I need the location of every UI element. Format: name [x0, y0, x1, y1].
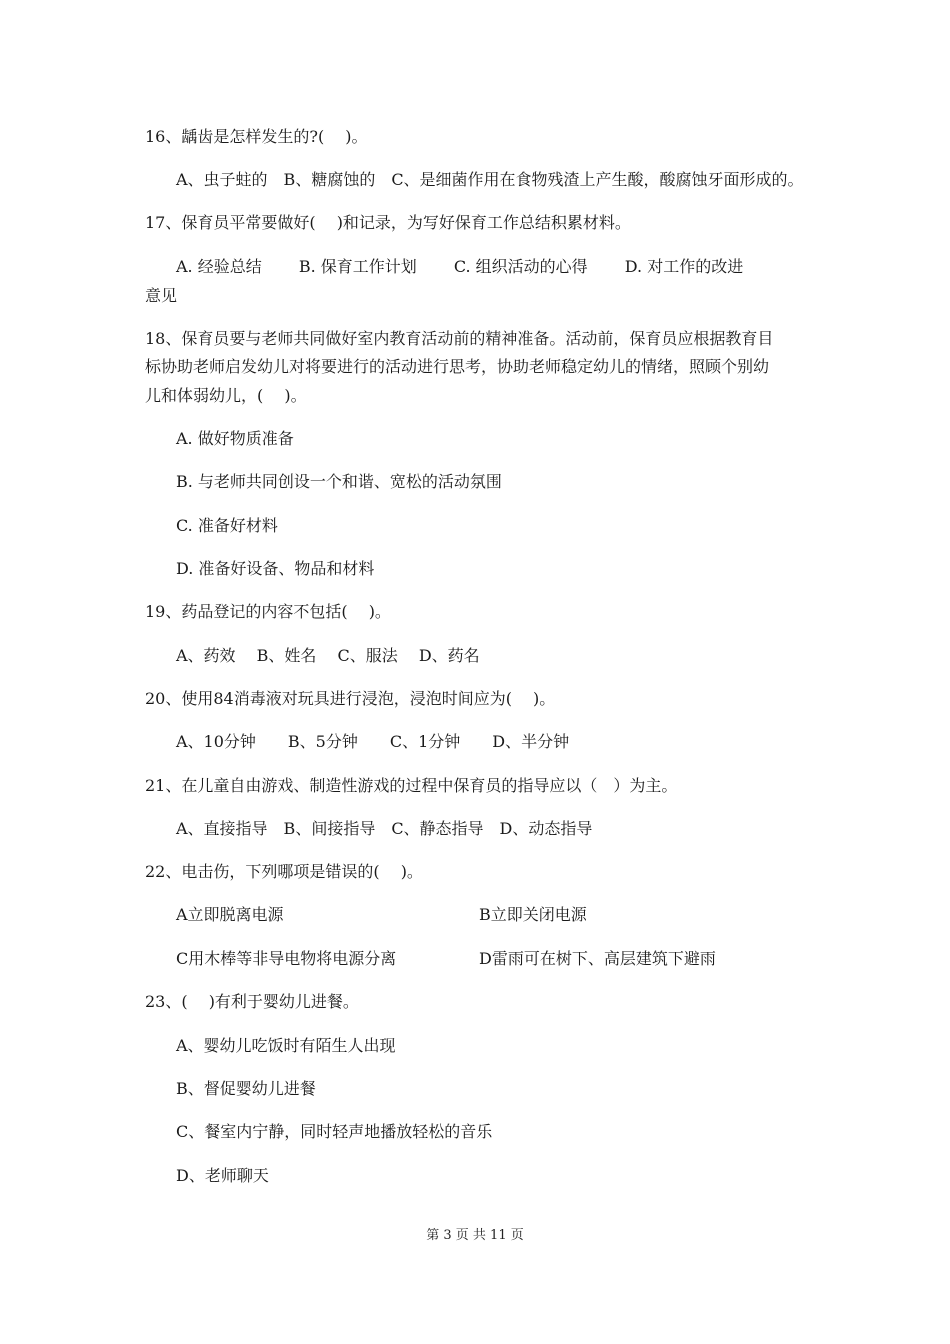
question-23-option-d: D、老师聊天 — [176, 1166, 269, 1185]
question-16-options: A、虫子蛀的 B、糖腐蚀的 C、是细菌作用在食物残渣上产生酸，酸腐蚀牙面形成的。 — [176, 170, 804, 189]
question-17-options-line2: 意见 — [145, 286, 178, 305]
question-22-option-c: C用木棒等非导电物将电源分离 — [176, 949, 397, 968]
question-20-options: A、10分钟 B、5分钟 C、1分钟 D、半分钟 — [176, 732, 570, 751]
question-18-option-c: C. 准备好材料 — [176, 516, 278, 535]
question-17-options-line1: A. 经验总结 B. 保育工作计划 C. 组织活动的心得 D. 对工作的改进 — [176, 257, 744, 276]
question-18-option-b: B. 与老师共同创设一个和谐、宽松的活动氛围 — [176, 472, 502, 491]
question-19-options: A、药效 B、姓名 C、服法 D、药名 — [176, 646, 480, 665]
question-16-stem: 16、龋齿是怎样发生的?( )。 — [145, 127, 368, 146]
question-23-stem: 23、( )有利于婴幼儿进餐。 — [145, 992, 359, 1011]
question-18-option-d: D. 准备好设备、物品和材料 — [176, 559, 375, 578]
question-22-option-d: D雷雨可在树下、高层建筑下避雨 — [479, 949, 716, 968]
question-23-option-b: B、督促婴幼儿进餐 — [176, 1079, 316, 1098]
question-18-option-a: A. 做好物质准备 — [176, 429, 294, 448]
question-22-option-b: B立即关闭电源 — [479, 905, 587, 924]
page-number-footer: 第 3 页 共 11 页 — [426, 1228, 524, 1243]
question-18-stem-line3: 儿和体弱幼儿，( )。 — [145, 386, 307, 405]
question-23-option-a: A、婴幼儿吃饭时有陌生人出现 — [176, 1036, 396, 1055]
question-23-option-c: C、餐室内宁静，同时轻声地播放轻松的音乐 — [176, 1122, 493, 1141]
question-18-stem-line2: 标协助老师启发幼儿对将要进行的活动进行思考，协助老师稳定幼儿的情绪，照顾个别幼 — [145, 357, 770, 376]
question-18-stem-line1: 18、保育员要与老师共同做好室内教育活动前的精神准备。活动前，保育员应根据教育目 — [145, 329, 774, 348]
question-21-options: A、直接指导 B、间接指导 C、静态指导 D、动态指导 — [176, 819, 593, 838]
question-22-option-a: A立即脱离电源 — [176, 905, 284, 924]
question-22-stem: 22、电击伤，下列哪项是错误的( )。 — [145, 862, 423, 881]
question-19-stem: 19、药品登记的内容不包括( )。 — [145, 602, 391, 621]
question-17-stem: 17、保育员平常要做好( )和记录，为写好保育工作总结积累材料。 — [145, 213, 631, 232]
question-21-stem: 21、在儿童自由游戏、制造性游戏的过程中保育员的指导应以（ ）为主。 — [145, 776, 678, 795]
question-20-stem: 20、使用84消毒液对玩具进行浸泡，浸泡时间应为( )。 — [145, 689, 556, 708]
